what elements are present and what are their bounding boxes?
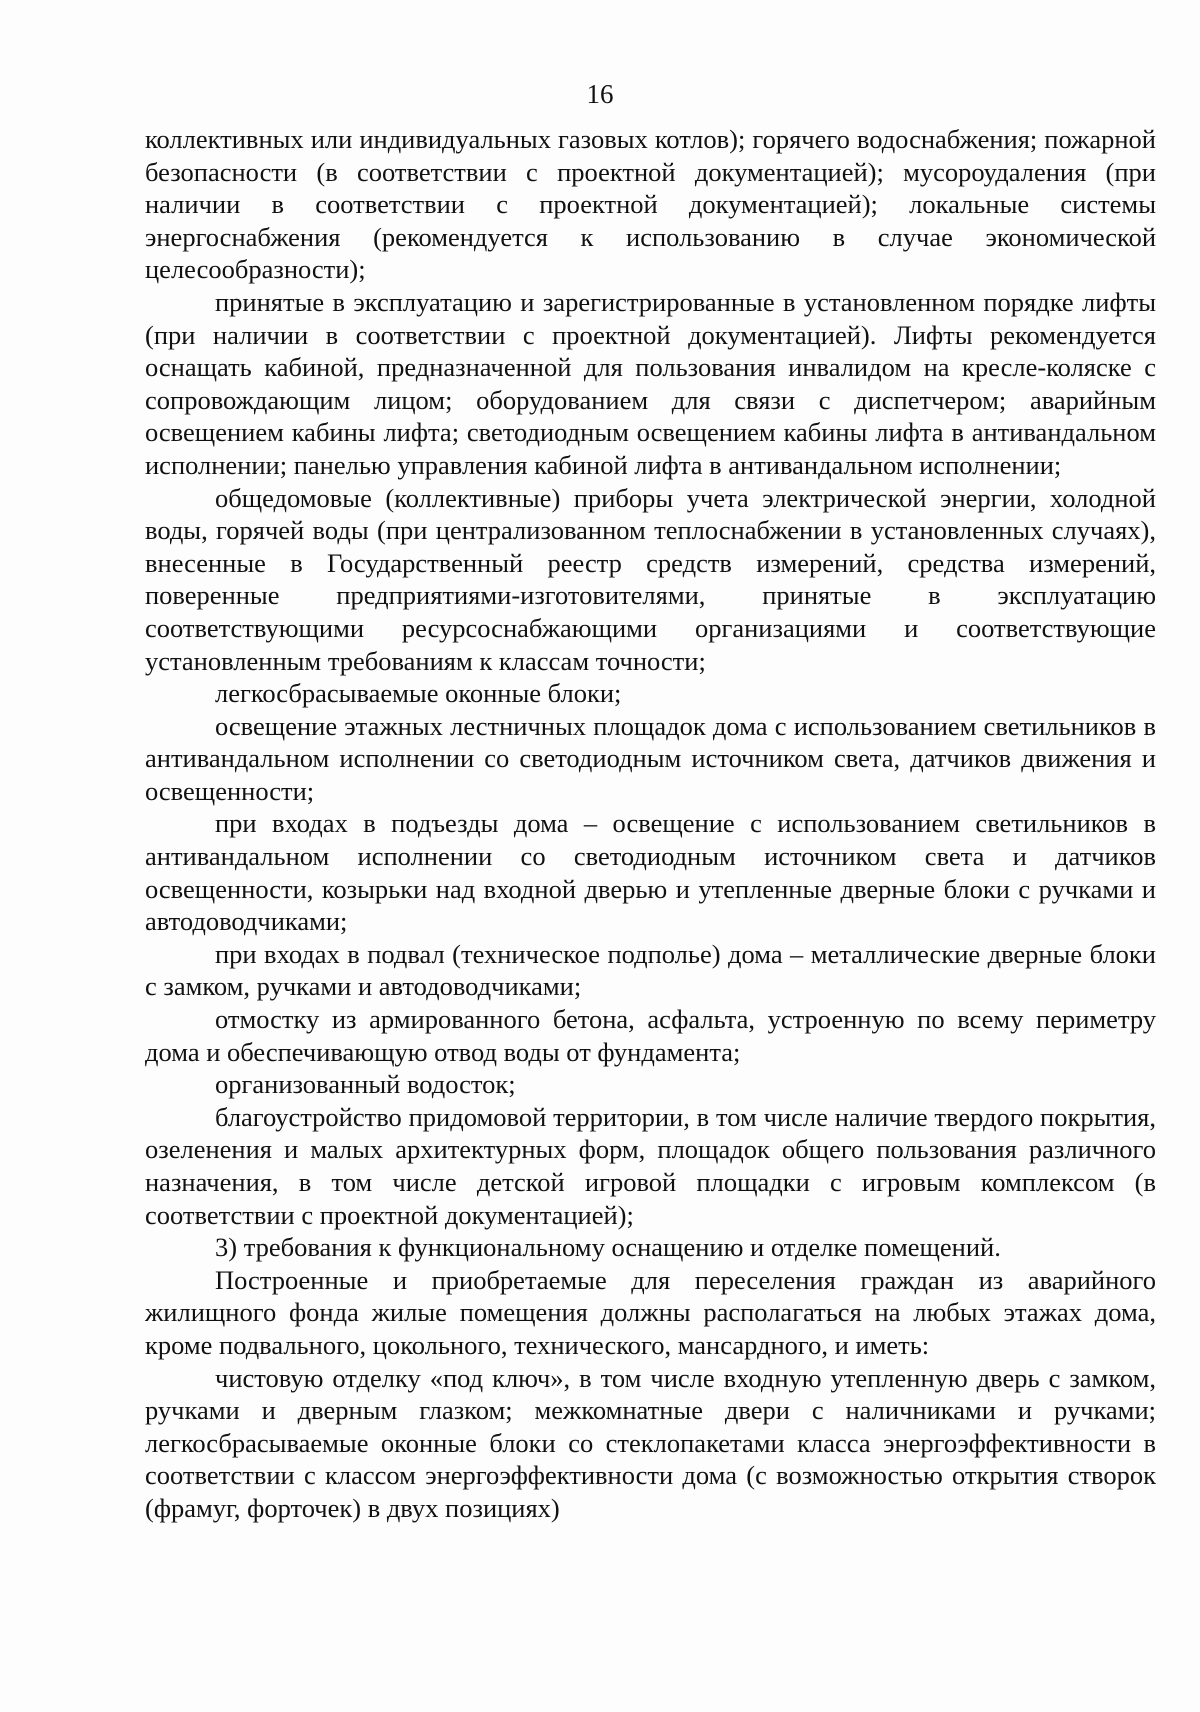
paragraph: освещение этажных лестничных площадок дома с использованием светильников в антивандальном исполнении со светодиодным источником света, датчиков движения и освещенности; bbox=[145, 710, 1156, 806]
paragraph: 3) требования к функциональному оснащению и отделке помещений. bbox=[215, 1232, 1001, 1263]
paragraph: организованный водосток; bbox=[215, 1069, 516, 1100]
document-body bbox=[145, 123, 1156, 1525]
paragraph: отмостку из армированного бетона, асфальта, устроенную по всему периметру дома и обеспечивающую отвод воды от фундамента; bbox=[145, 1004, 1156, 1067]
paragraph: коллективных или индивидуальных газовых котлов); горячего водоснабжения; пожарной безопасности (в соответствии с проектной документацией); мусороудаления (при наличии в соответствии с проектной документацией); локальные системы энергоснабжения (рекомендуется к использованию в случае экономической целесообразности); bbox=[145, 124, 1156, 285]
paragraph: Построенные и приобретаемые для переселения граждан из аварийного жилищного фонда жилые помещения должны располагаться на любых этажах дома, кроме подвального, цокольного, технического, мансардного, и иметь: bbox=[145, 1264, 1156, 1360]
paragraph: при входах в подъезды дома – освещение с использованием светильников в антивандальном исполнении со светодиодным источником света и датчиков освещенности, козырьки над входной дверью и утепленные дверные блоки с ручками и автодоводчиками; bbox=[145, 808, 1156, 937]
paragraph: легкосбрасываемые оконные блоки; bbox=[215, 678, 622, 709]
paragraph: принятые в эксплуатацию и зарегистрированные в установленном порядке лифты (при наличии в соответствии с проектной документацией). Лифты рекомендуется оснащать кабиной, предназначенной для пользования инвалидом на кресле-коляске с сопровождающим лицом; оборудованием для связи с диспетчером; аварийным освещением кабины лифта; светодиодным освещением кабины лифта в антивандальном исполнении; панелью управления кабиной лифта в антивандальном исполнении; bbox=[145, 286, 1156, 480]
page-number: 16 bbox=[586, 79, 614, 109]
paragraph: благоустройство придомовой территории, в том числе наличие твердого покрытия, озеленения и малых архитектурных форм, площадок общего пользования различного назначения, в том числе детской игровой площадки с игровым комплексом (в соответствии с проектной документацией); bbox=[145, 1101, 1156, 1230]
paragraph: чистовую отделку «под ключ», в том числе входную утепленную дверь с замком, ручками и дверным глазком; межкомнатные двери с наличниками и ручками; легкосбрасываемые оконные блоки со стеклопакетами класса энергоэффективности в соответствии с классом энергоэффективности дома (с возможностью открытия створок (фрамуг, форточек) в двух позициях) bbox=[145, 1362, 1156, 1523]
paragraph: общедомовые (коллективные) приборы учета электрической энергии, холодной воды, горячей воды (при централизованном теплоснабжении в установленных случаях), внесенные в Государственный реестр средств измерений, средства измерений, поверенные предприятиями-изготовителями, принятые в эксплуатацию соответствующими ресурсоснабжающими организациями и соответствующие установленным требованиям к классам точности; bbox=[145, 482, 1156, 676]
paragraph: при входах в подвал (техническое подполье) дома – металлические дверные блоки с замком, ручками и автодоводчиками; bbox=[145, 938, 1156, 1002]
